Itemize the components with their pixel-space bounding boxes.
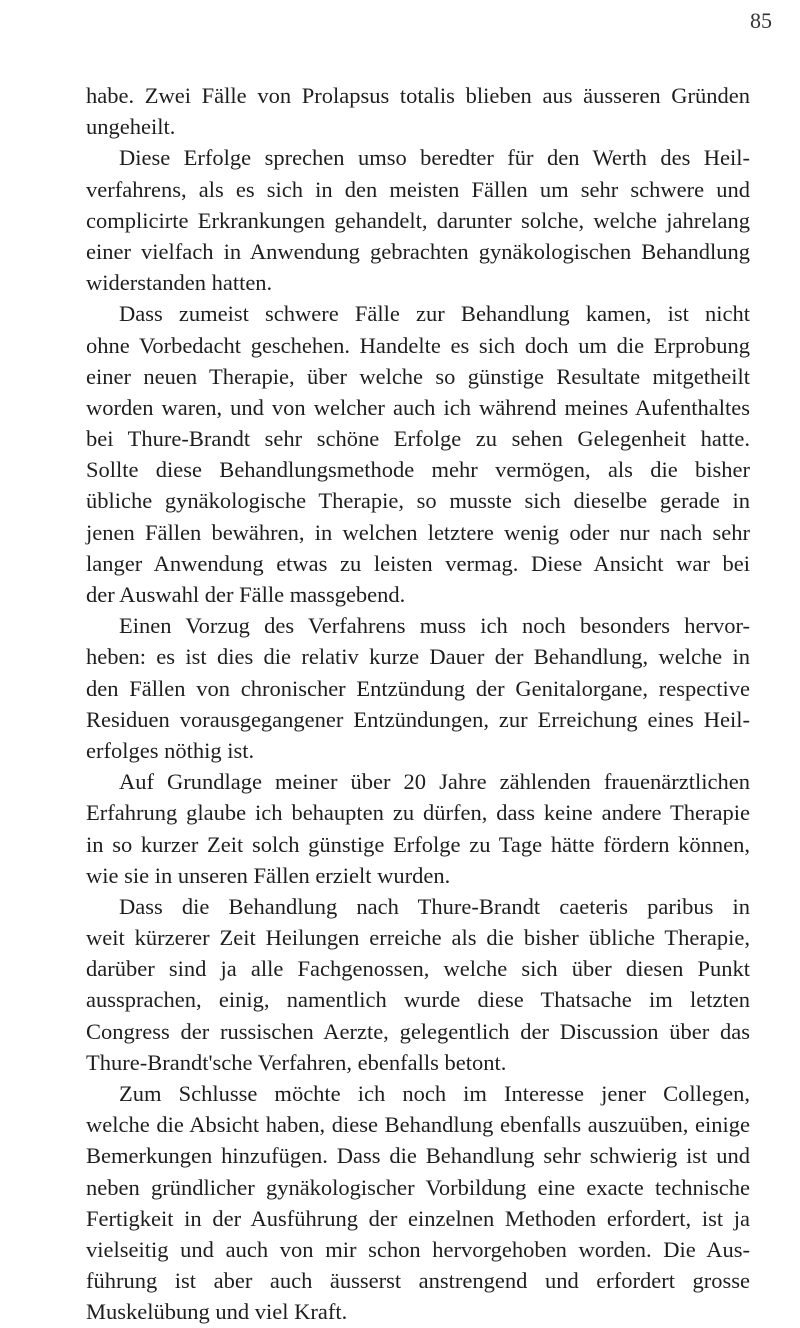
- text-line: Dass zumeist schwere Fälle zur Behandlung kamen, ist nicht: [119, 301, 750, 327]
- text-line: bei Thure-Brandt sehr schöne Erfolge zu sehen Gelegenheit hatte.: [86, 426, 750, 452]
- text-line: jenen Fällen bewähren, in welchen letztere wenig oder nur nach sehr: [86, 519, 750, 545]
- text-line: aussprachen, einig, namentlich wurde diese Thatsache im letzten: [86, 987, 750, 1013]
- text-line: einer vielfach in Anwendung gebrachten gynäkologischen Behandlung: [86, 238, 750, 264]
- text-line: den Fällen von chronischer Entzündung der Genitalorgane, respective: [86, 675, 750, 701]
- text-line: neben gründlicher gynäkologischer Vorbildung eine exacte technische: [86, 1174, 750, 1200]
- text-line: Diese Erfolge sprechen umso beredter für den Werth des Heil-: [119, 145, 750, 171]
- text-line: Einen Vorzug des Verfahrens muss ich noch besonders hervor-: [119, 613, 750, 639]
- text-line: widerstanden hatten.: [86, 270, 273, 296]
- text-line: Muskelübung und viel Kraft.: [86, 1299, 348, 1325]
- text-line: Fertigkeit in der Ausführung der einzelnen Methoden erfordert, ist ja: [86, 1205, 750, 1231]
- text-line: Zum Schlusse möchte ich noch im Interesse jener Collegen,: [119, 1081, 750, 1106]
- text-line: habe. Zwei Fälle von Prolapsus totalis blieben aus äusseren Gründen: [86, 83, 750, 108]
- text-line: wie sie in unseren Fällen erzielt wurden.: [86, 862, 451, 888]
- text-line: Congress der russischen Aerzte, gelegentlich der Discussion über das: [86, 1018, 750, 1044]
- text-line: heben: es ist dies die relativ kurze Dauer der Behandlung, welche in: [86, 644, 750, 670]
- text-line: einer neuen Therapie, über welche so günstige Resultate mitgetheilt: [86, 363, 750, 389]
- text-line: erfolges nöthig ist.: [86, 737, 255, 763]
- text-line: Dass die Behandlung nach Thure-Brandt caeteris paribus in: [119, 893, 750, 919]
- text-line: darüber sind ja alle Fachgenossen, welche sich über diesen Punkt: [86, 956, 750, 982]
- text-line: complicirte Erkrankungen gehandelt, darunter solche, welche jahrelang: [86, 207, 750, 233]
- text-line: übliche gynäkologische Therapie, so musste sich dieselbe gerade in: [86, 488, 750, 514]
- text-line: ohne Vorbedacht geschehen. Handelte es sich doch um die Erprobung: [86, 332, 750, 358]
- text-line: welche die Absicht haben, diese Behandlung ebenfalls auszuüben, einige: [86, 1112, 750, 1138]
- text-line: vielseitig und auch von mir schon hervorgehoben worden. Die Aus-: [86, 1236, 750, 1262]
- text-line: in so kurzer Zeit solch günstige Erfolge zu Tage hätte fördern können,: [86, 831, 750, 857]
- text-line: führung ist aber auch äusserst anstrengend und erfordert grosse: [86, 1268, 750, 1294]
- text-line: der Auswahl der Fälle massgebend.: [86, 582, 406, 607]
- text-line: worden waren, und von welcher auch ich während meines Aufenthaltes: [86, 394, 750, 420]
- text-line: Bemerkungen hinzufügen. Dass die Behandlung sehr schwierig ist und: [86, 1143, 750, 1169]
- text-line: Sollte diese Behandlungsmethode mehr vermögen, als die bisher: [86, 457, 750, 483]
- text-line: Erfahrung glaube ich behaupten zu dürfen, dass keine andere Therapie: [86, 800, 750, 826]
- text-line: langer Anwendung etwas zu leisten vermag. Diese Ansicht war bei: [86, 550, 750, 576]
- text-line: ungeheilt.: [86, 114, 176, 140]
- text-line: Auf Grundlage meiner über 20 Jahre zählenden frauenärztlichen: [119, 769, 750, 795]
- text-line: Thure-Brandt'sche Verfahren, ebenfalls betont.: [86, 1049, 507, 1075]
- body-text: [86, 80, 750, 1328]
- text-line: weit kürzerer Zeit Heilungen erreiche als die bisher übliche Therapie,: [86, 925, 750, 951]
- text-line: verfahrens, als es sich in den meisten Fällen um sehr schwere und: [86, 176, 750, 202]
- page-number: 85: [750, 8, 772, 33]
- text-line: Residuen vorausgegangener Entzündungen, zur Erreichung eines Heil-: [86, 706, 750, 732]
